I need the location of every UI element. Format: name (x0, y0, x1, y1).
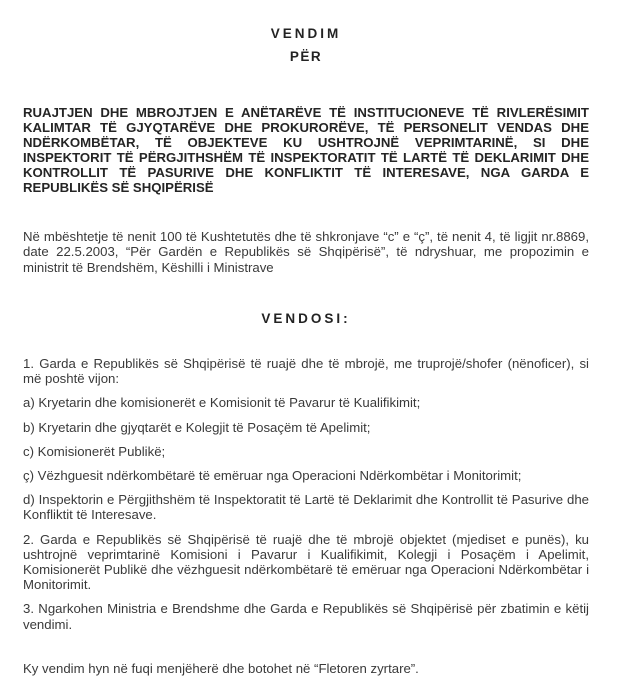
decision-item-3: 3. Ngarkohen Ministria e Brendshme dhe Garda e Republikës së Shqipërisë për zbatimin e këtij vendimi. (23, 601, 589, 632)
preamble-paragraph: Në mbështetje të nenit 100 të Kushtetutës dhe të shkronjave “c” e “ç”, të nenit 4, të ligjit nr.8869, date 22.5.2003, “Për Gardën e Republikës së Shqipërisë”, të ndryshuar, me propozimin e ministrit të Brendshëm, Këshilli i Ministrave (23, 229, 589, 275)
decision-item-a: a) Kryetarin dhe komisionerët e Komisionit të Pavarur të Kualifikimit; (23, 395, 421, 411)
decision-item-b: b) Kryetarin dhe gjyqtarët e Kolegjit të Posaçëm të Apelimit; (23, 419, 371, 435)
decision-items (23, 356, 589, 632)
decision-item-1: 1. Garda e Republikës së Shqipërisë të ruajë dhe të mbrojë, me truprojë/shofer (nënoficer), si më poshtë vijon: (23, 355, 589, 387)
decision-item-2: 2. Garda e Republikës së Shqipërisë të ruajë dhe të mbrojë objektet (mjediset e punës), ku ushtrojnë veprimtarinë Komisioni i Pavarur i Kualifikimit, Kolegji i Posaçëm i Apelimit, Komisionerët Publikë dhe vëzhguesit ndërkombëtarë të emëruar nga Operacioni Ndërkombëtar i Monitorimit. (23, 531, 589, 593)
document-subtitle: PËR (289, 49, 323, 64)
decision-heading: VENDOSI: (261, 310, 351, 326)
decision-item-c: c) Komisionerët Publikë; (23, 443, 166, 459)
decision-item-d: d) Inspektorin e Përgjithshëm të Inspektoratit të Lartë të Deklarimit dhe Kontrollit të Pasurive dhe Konfliktit të Interesave. (23, 492, 589, 523)
decision-item-ç: ç) Vëzhguesit ndërkombëtarë të emëruar nga Operacioni Ndërkombëtar i Monitorimit; (23, 467, 522, 483)
document-title: VENDIM (270, 26, 342, 41)
subject-paragraph: RUAJTJEN DHE MBROJTJEN E ANËTARËVE TË INSTITUCIONEVE TË RIVLERËSIMIT KALIMTAR TË GJYQTARËVE DHE PROKURORËVE, TË PERSONELIT VENDAS DHE NDËRKOMBËTAR, TË OBJEKTEVE KU USHTROJNË VEPRIMTARINË, SI DHE INSPEKTORIT TË PËRGJITHSHËM TË INSPEKTORATIT TË LARTË TË DEKLARIMIT DHE KONTROLLIT TË PASURIVE DHE KONFLIKTIT TË INTERESAVE, NGA GARDA E REPUBLIKËS SË SHQIPËRISË (23, 105, 589, 195)
closing-paragraph: Ky vendim hyn në fuqi menjëherë dhe botohet në “Fletoren zyrtare”. (23, 660, 419, 676)
